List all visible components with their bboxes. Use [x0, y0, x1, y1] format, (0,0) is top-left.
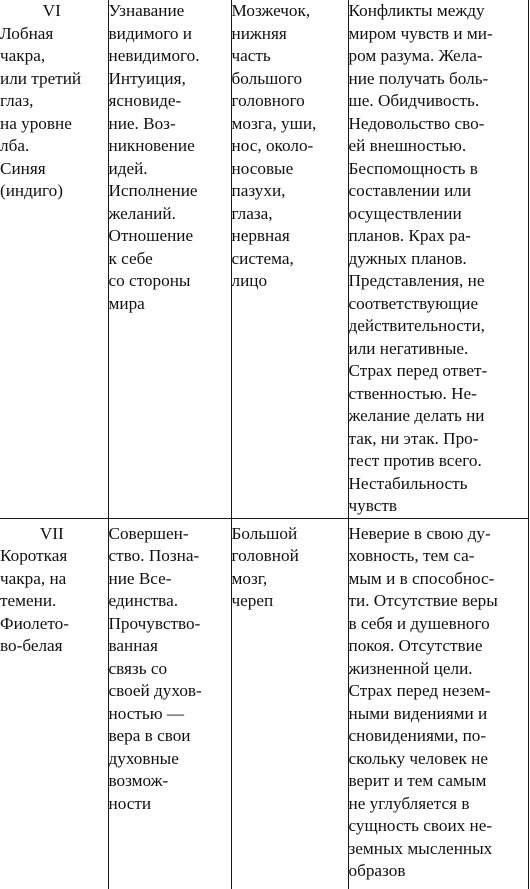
spiritual-text — [109, 523, 231, 816]
text-line: идей. — [108, 158, 148, 178]
text-line: чакра, — [0, 46, 46, 65]
text-line: чувств — [348, 496, 398, 515]
text-line: миром чувств и ми- — [348, 23, 493, 43]
text-line: Страх перед ответ- — [348, 361, 488, 380]
text-line: своей духов- — [108, 681, 202, 700]
text-line: Интуиция, — [108, 68, 186, 88]
chakra-number: VI — [42, 1, 61, 20]
text-line: ностью — — [108, 703, 185, 723]
text-line: Конфликты между — [348, 1, 485, 20]
chakra-text — [0, 523, 108, 658]
text-line: единства. — [108, 591, 178, 610]
chakra-text — [0, 0, 108, 203]
text-line: духовные — [108, 748, 179, 768]
text-line: головной — [231, 546, 299, 565]
text-line: или негативные. — [348, 338, 469, 358]
text-line: тест против всего. — [348, 451, 482, 470]
text-line: Исполнение — [108, 181, 198, 200]
text-line: вера в свои — [108, 726, 191, 745]
text-line: составлении или — [348, 181, 472, 200]
text-line: Отношение — [108, 226, 194, 245]
text-line: Нестабильность — [348, 473, 468, 493]
text-line: ство. Позна- — [108, 546, 200, 565]
text-line: никновение — [108, 136, 195, 155]
text-line: (индиго) — [0, 181, 64, 200]
text-line: ности — [108, 793, 152, 813]
text-line: во-белая — [0, 636, 63, 655]
text-line: соответствующие — [348, 293, 479, 313]
text-line: желание делать ни — [348, 406, 485, 425]
text-line: Прочувство- — [108, 613, 201, 633]
text-line: ти. Отсутствие веры — [348, 591, 498, 610]
text-line: верит и тем самым — [348, 771, 487, 790]
body-cell — [231, 518, 348, 889]
text-line: нервная — [231, 226, 290, 245]
text-line: ром разума. Жела- — [348, 46, 483, 65]
text-line: мозг, — [231, 568, 268, 588]
text-line: ясновиде- — [108, 91, 182, 110]
text-line: Мозжечок, — [231, 1, 311, 20]
text-line: лицо — [231, 271, 268, 290]
text-line: ние Все- — [108, 568, 172, 588]
text-line: покоя. Отсутствие — [348, 636, 483, 655]
text-line: не углубляется в — [348, 793, 470, 813]
text-line: дужных планов. — [348, 248, 467, 268]
text-line: так, ни этак. Про- — [348, 428, 479, 448]
text-line: к себе — [108, 248, 153, 268]
text-line: ственностью. Не- — [348, 383, 477, 403]
text-line: темени. — [0, 591, 57, 610]
text-line: жизненной цели. — [348, 658, 473, 678]
spiritual-cell — [108, 0, 231, 518]
text-line: Совершен- — [108, 523, 189, 543]
text-line: в себя и душевного — [348, 613, 490, 633]
body-cell — [231, 0, 348, 518]
chakra-cell — [0, 0, 108, 518]
text-line: ние получать боль- — [348, 68, 489, 88]
text-line: ванная — [108, 636, 158, 655]
text-line: Представления, не — [348, 271, 485, 290]
text-line: или третий — [0, 68, 82, 88]
text-line: скольку человек не — [348, 748, 488, 768]
text-line: нос, около- — [231, 136, 314, 155]
chakra-cell — [0, 518, 108, 889]
text-line: Страх перед незем- — [348, 681, 491, 700]
text-line: мым и в способнос- — [348, 568, 495, 588]
text-line: невидимого. — [108, 46, 200, 65]
text-line: возмож- — [108, 771, 169, 790]
text-line: ховность, тем са- — [348, 546, 475, 565]
text-line: Большой — [231, 523, 298, 543]
text-line: Узнавание — [108, 1, 185, 20]
text-line: земных мысленных — [348, 838, 493, 858]
text-line: Неверие в свою ду- — [348, 523, 491, 543]
text-line: головного — [231, 91, 305, 110]
text-line: на уровне — [0, 113, 72, 133]
text-line: лба. — [0, 136, 30, 155]
problems-cell — [348, 518, 528, 889]
text-line: Фиолето- — [0, 613, 69, 633]
text-line: ше. Обидчивость. — [348, 91, 480, 110]
text-line: ными видениями и — [348, 703, 488, 723]
text-line: желаний. — [108, 203, 176, 223]
text-line: большого — [231, 68, 303, 88]
text-line: образов — [348, 861, 406, 880]
text-line: осуществлении — [348, 203, 462, 223]
text-line: действительности, — [348, 316, 485, 335]
text-line: Беспомощность в — [348, 158, 478, 178]
problems-cell — [348, 0, 528, 518]
spiritual-cell — [108, 518, 231, 889]
spiritual-text — [109, 0, 231, 315]
text-line: череп — [231, 591, 274, 610]
text-line: глаза, — [231, 203, 273, 223]
text-line: сущность своих не- — [348, 816, 493, 835]
problems-text — [349, 523, 528, 883]
text-line: нижняя — [231, 23, 287, 43]
text-line: сновидениями, по- — [348, 726, 487, 745]
text-line: Недовольство сво- — [348, 113, 485, 133]
text-line: видимого и — [108, 23, 192, 43]
table-row-vii — [0, 518, 528, 889]
text-line: Синяя — [0, 158, 46, 178]
text-line: чакра, на — [0, 568, 67, 588]
text-line: мозга, уши, — [231, 113, 317, 133]
text-line: со стороны — [108, 271, 191, 290]
text-line: система, — [231, 248, 294, 268]
body-text — [232, 0, 348, 293]
problems-text — [349, 0, 528, 518]
text-line: глаз, — [0, 91, 34, 110]
text-line: мира — [108, 293, 145, 313]
text-line: ей внешностью. — [348, 136, 467, 155]
text-line: ние. Воз- — [108, 113, 176, 133]
text-line: Лобная — [0, 23, 54, 43]
text-line: связь со — [108, 658, 168, 678]
text-line: часть — [231, 46, 271, 65]
text-line: носовые — [231, 158, 294, 178]
text-line: Короткая — [0, 546, 68, 565]
chakra-number: VII — [39, 523, 64, 543]
text-line: планов. Крах ра- — [348, 226, 471, 245]
text-line: пазухи, — [231, 181, 286, 200]
body-text — [232, 523, 348, 613]
